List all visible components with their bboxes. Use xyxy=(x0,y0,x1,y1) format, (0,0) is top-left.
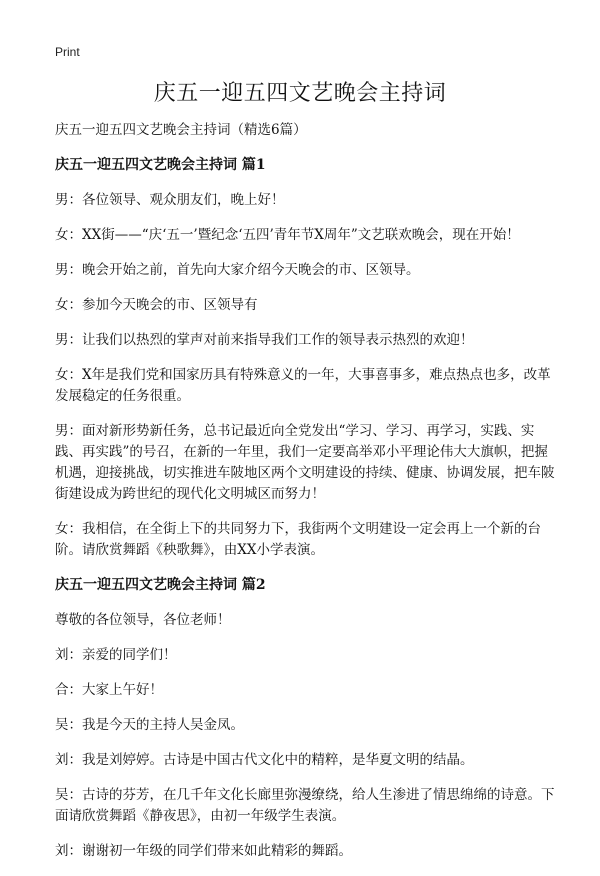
paragraph: 刘：亲爱的同学们！ xyxy=(55,647,177,663)
paragraph: 吴：我是今天的主持人吴金凤。 xyxy=(55,717,244,733)
paragraph: 女：参加今天晚会的市、区领导有 xyxy=(55,297,258,313)
paragraph: 合：大家上午好！ xyxy=(55,682,163,698)
document-subtitle: 庆五一迎五四文艺晚会主持词（精选6篇） xyxy=(55,122,307,138)
paragraph: 女：X年是我们党和国家历具有特殊意义的一年，大事喜事多，难点热点也多，改革发展稳定的任务很重。 xyxy=(55,367,551,404)
paragraph: 男：让我们以热烈的掌声对前来指导我们工作的领导表示热烈的欢迎！ xyxy=(55,332,474,348)
paragraph: 女：我相信，在全街上下的共同努力下，我街两个文明建设一定会再上一个新的台阶。请欣赏舞蹈《秧歌舞》，由XX小学表演。 xyxy=(55,521,541,558)
paragraph: 女：XX街——“庆‘五一’暨纪念‘五四’青年节X周年”文艺联欢晚会，现在开始！ xyxy=(55,227,520,243)
document-title: 庆五一迎五四文艺晚会主持词 xyxy=(153,81,447,106)
paragraph: 吴：古诗的芬芳，在几千年文化长廊里弥漫缭绕，给人生渗进了情思绵绵的诗意。下面请欣赏舞蹈《静夜思》，由初一年级学生表演。 xyxy=(55,787,555,824)
paragraph: 男：晚会开始之前，首先向大家介绍今天晚会的市、区领导。 xyxy=(55,262,420,278)
paragraph: 刘：谢谢初一年级的同学们带来如此精彩的舞蹈。 xyxy=(55,843,352,859)
paragraph: 男：面对新形势新任务，总书记最近向全党发出“学习、学习、再学习，实践、实践、再实践”的号召，在新的一年里，我们一定要高举邓小平理论伟大大旗帜，把握机遇，迎接挑战，切实推进车陂地区两个文明建设的持续、健康、协调发展，把车陂街建设成为跨世纪的现代化文明城区而努力！ xyxy=(55,423,555,502)
section-heading: 庆五一迎五四文艺晚会主持词 篇1 xyxy=(55,157,266,173)
document-body xyxy=(55,120,555,876)
paragraph: 尊敬的各位领导，各位老师！ xyxy=(55,612,231,628)
paragraph: 男：各位领导、观众朋友们，晚上好！ xyxy=(55,192,285,208)
paragraph: 刘：我是刘婷婷。古诗是中国古代文化中的精粹，是华夏文明的结晶。 xyxy=(55,752,474,768)
print-link[interactable]: Print xyxy=(55,45,80,59)
section-heading: 庆五一迎五四文艺晚会主持词 篇2 xyxy=(55,577,266,593)
